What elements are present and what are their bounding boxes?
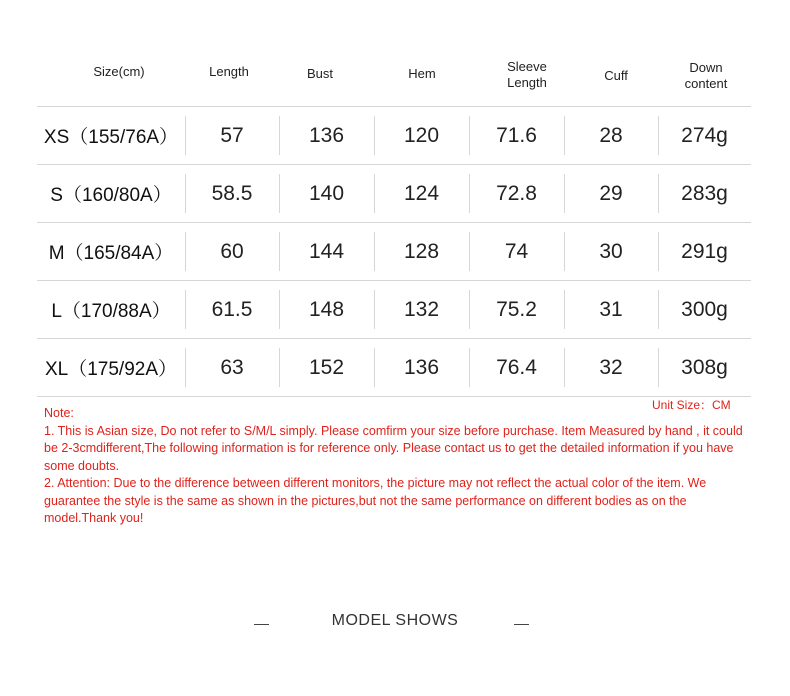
cuff-cell: 31 [599, 297, 623, 321]
sleeve-cell: 74 [504, 239, 529, 263]
table-row [37, 280, 751, 338]
size-cell: S（160/80A） [50, 185, 172, 206]
bust-cell: 148 [308, 297, 345, 321]
bust-cell: 136 [308, 123, 345, 147]
header-down-line2: content [684, 76, 728, 91]
bust-cell: 140 [308, 181, 345, 205]
hem-cell: 120 [403, 123, 440, 147]
header-sleeve-length [507, 59, 547, 91]
header-sleeve-line2: Length [507, 75, 547, 90]
size-cell: L（170/88A） [51, 301, 171, 322]
bust-cell: 144 [308, 239, 345, 263]
note-item-1: 1. This is Asian size, Do not refer to S/M/L simply. Please comfirm your size before purchase. Item Measured by hand , it could be 2-3cmdifferent,The following information is for reference only. Please contact us to get the detailed information if you have some doubts. [44, 423, 743, 473]
sleeve-cell: 75.2 [496, 297, 537, 321]
length-cell: 60 [220, 239, 244, 263]
header-down-content [685, 60, 728, 92]
notes-title: Note: [44, 406, 74, 420]
down-cell: 308g [681, 355, 728, 379]
length-cell: 61.5 [211, 297, 253, 321]
header-size: Size(cm) [93, 64, 145, 79]
bust-cell: 152 [308, 355, 345, 379]
header-hem: Hem [408, 66, 436, 81]
hem-cell: 128 [403, 239, 440, 263]
cuff-cell: 28 [599, 123, 623, 147]
down-cell: 274g [681, 123, 728, 147]
header-down-line1: Down [689, 60, 723, 75]
notes-block [44, 405, 756, 528]
length-cell: 57 [220, 123, 244, 147]
length-cell: 58.5 [211, 181, 253, 205]
cuff-cell: 32 [599, 355, 623, 379]
hem-cell: 132 [403, 297, 440, 321]
header-bust: Bust [306, 66, 334, 81]
size-cell: M（165/84A） [48, 243, 174, 264]
unit-size-label: Unit Size：CM [652, 398, 731, 412]
table-row [37, 164, 751, 222]
hem-cell: 136 [403, 355, 440, 379]
sleeve-cell: 71.6 [496, 123, 537, 147]
size-table [37, 106, 751, 397]
size-cell: XS（155/76A） [43, 127, 179, 148]
sleeve-cell: 76.4 [496, 355, 537, 379]
table-row [37, 222, 751, 280]
cuff-cell: 30 [599, 239, 623, 263]
size-cell: XL（175/92A） [44, 359, 178, 380]
down-cell: 283g [681, 181, 728, 205]
down-cell: 300g [681, 297, 728, 321]
sleeve-cell: 72.8 [496, 181, 537, 205]
section-title: MODEL SHOWS [331, 612, 459, 629]
cuff-cell: 29 [599, 181, 623, 205]
table-row [37, 338, 751, 397]
header-cuff: Cuff [604, 68, 628, 83]
header-sleeve-line1: Sleeve [507, 59, 547, 74]
table-row [37, 106, 751, 164]
length-cell: 63 [220, 355, 244, 379]
section-divider-right [514, 624, 529, 625]
down-cell: 291g [681, 239, 728, 263]
header-length: Length [209, 64, 249, 79]
note-item-2: 2. Attention: Due to the difference between different monitors, the picture may not reflect the actual color of the item. We guarantee the style is the same as shown in the pictures,but not the same performance on different bodies as on the model.Thank you! [44, 476, 707, 525]
hem-cell: 124 [403, 181, 440, 205]
